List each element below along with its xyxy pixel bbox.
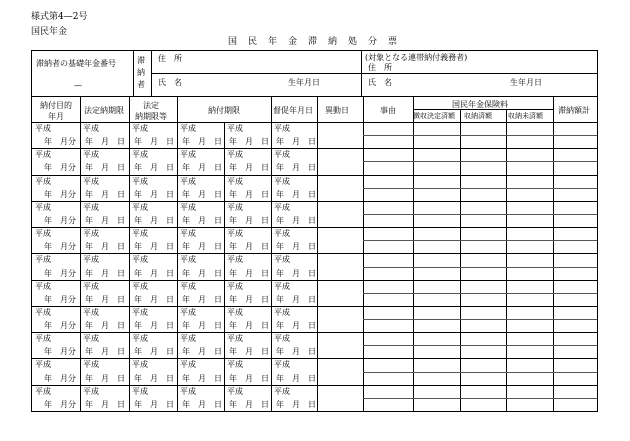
date-label: 年 月 日 [134, 373, 174, 383]
date-label: 年 月 日 [276, 189, 316, 199]
era-label: 平成 [180, 307, 196, 317]
row-divider [32, 306, 597, 307]
era-label: 平成 [35, 386, 51, 396]
address-label: 住 所 [158, 54, 182, 63]
era-label: 平成 [35, 176, 51, 186]
era-label: 平成 [274, 360, 290, 370]
row-divider [32, 201, 597, 202]
col-demand-date: 督促年月日 [273, 106, 313, 115]
era-label: 平成 [132, 150, 148, 160]
era-label: 平成 [180, 386, 196, 396]
date-label: 年 月 日 [182, 321, 222, 331]
basic-pension-no-value: — [74, 81, 82, 90]
row-half-divider [363, 319, 597, 320]
date-label: 年 月 日 [276, 294, 316, 304]
era-label: 平成 [274, 202, 290, 212]
col-deadline-etc-1: 法定 [143, 101, 159, 110]
era-label: 平成 [83, 360, 99, 370]
era-label: 平成 [83, 281, 99, 291]
era-label: 平成 [180, 176, 196, 186]
date-label: 年 月 日 [229, 242, 269, 252]
era-label: 平成 [180, 360, 196, 370]
row-divider [32, 175, 597, 176]
document-title: 国 民 年 金 滞 納 処 分 票 [228, 37, 399, 47]
era-label: 平成 [35, 229, 51, 239]
era-label: 平成 [274, 281, 290, 291]
era-label: 平成 [180, 124, 196, 133]
date-label: 年 月 日 [229, 399, 269, 409]
date-label: 年 月 日 [276, 215, 316, 225]
year-month-label: 年 月分 [44, 242, 76, 252]
date-label: 年 月 日 [229, 347, 269, 357]
era-label: 平成 [132, 255, 148, 265]
date-label: 年 月 日 [85, 321, 125, 331]
era-label: 平成 [132, 334, 148, 344]
year-month-label: 年 月分 [44, 163, 76, 173]
era-label: 平成 [83, 307, 99, 317]
era-label: 平成 [132, 307, 148, 317]
year-month-label: 年 月分 [44, 268, 76, 278]
era-label: 平成 [132, 124, 148, 133]
era-label: 平成 [274, 255, 290, 265]
date-label: 年 月 日 [85, 137, 125, 147]
form-number: 様式第4—2号 [31, 12, 88, 22]
era-label: 平成 [274, 307, 290, 317]
date-label: 年 月 日 [85, 294, 125, 304]
era-label: 平成 [83, 150, 99, 160]
date-label: 年 月 日 [85, 242, 125, 252]
date-label: 年 月 日 [182, 215, 222, 225]
date-label: 年 月 日 [134, 163, 174, 173]
year-month-label: 年 月分 [44, 215, 76, 225]
era-label: 平成 [227, 229, 243, 239]
date-label: 年 月 日 [182, 373, 222, 383]
era-label: 平成 [180, 255, 196, 265]
date-label: 年 月 日 [229, 268, 269, 278]
date-label: 年 月 日 [134, 321, 174, 331]
row-divider [32, 358, 597, 359]
era-label: 平成 [35, 255, 51, 265]
year-month-label: 年 月分 [44, 347, 76, 357]
date-label: 年 月 日 [134, 399, 174, 409]
date-label: 年 月 日 [134, 215, 174, 225]
era-label: 平成 [83, 386, 99, 396]
row-divider [32, 280, 597, 281]
delinquent-label-3: 者 [137, 80, 145, 89]
era-label: 平成 [274, 334, 290, 344]
name-label: 氏 名 [158, 78, 182, 87]
era-label: 平成 [227, 281, 243, 291]
col-deadline-etc-2: 納期限等 [135, 112, 167, 121]
date-label: 年 月 日 [182, 242, 222, 252]
era-label: 平成 [180, 150, 196, 160]
date-label: 年 月 日 [182, 163, 222, 173]
row-half-divider [363, 267, 597, 268]
row-half-divider [363, 188, 597, 189]
era-label: 平成 [35, 334, 51, 344]
birth-label: 生年月日 [288, 78, 320, 87]
date-label: 年 月 日 [182, 399, 222, 409]
col-premium-decided: 徴収決定済額 [413, 112, 455, 120]
date-label: 年 月 日 [134, 347, 174, 357]
date-label: 年 月 日 [134, 242, 174, 252]
era-label: 平成 [132, 229, 148, 239]
col-legal-deadline: 法定納期限 [84, 106, 124, 115]
era-label: 平成 [132, 176, 148, 186]
date-label: 年 月 日 [85, 268, 125, 278]
era-label: 平成 [274, 386, 290, 396]
era-label: 平成 [132, 281, 148, 291]
date-label: 年 月 日 [229, 137, 269, 147]
date-label: 年 月 日 [276, 321, 316, 331]
date-label: 年 月 日 [134, 268, 174, 278]
date-label: 年 月 日 [85, 373, 125, 383]
date-label: 年 月 日 [85, 347, 125, 357]
delinquent-label-2: 納 [137, 68, 145, 77]
form-table [31, 50, 598, 412]
col-reason: 事由 [380, 106, 396, 115]
era-label: 平成 [35, 202, 51, 212]
col-overdue-total: 滞納額計 [558, 106, 590, 115]
era-label: 平成 [180, 229, 196, 239]
date-label: 年 月 日 [229, 321, 269, 331]
era-label: 平成 [83, 255, 99, 265]
joint-birth-label: 生年月日 [510, 78, 542, 87]
era-label: 平成 [227, 255, 243, 265]
row-divider [32, 148, 597, 149]
date-label: 年 月 日 [134, 137, 174, 147]
date-label: 年 月 日 [276, 163, 316, 173]
date-label: 年 月 日 [229, 163, 269, 173]
year-month-label: 年 月分 [44, 189, 76, 199]
date-label: 年 月 日 [85, 163, 125, 173]
era-label: 平成 [35, 360, 51, 370]
era-label: 平成 [227, 360, 243, 370]
date-label: 年 月 日 [85, 189, 125, 199]
date-label: 年 月 日 [276, 399, 316, 409]
era-label: 平成 [227, 176, 243, 186]
year-month-label: 年 月分 [44, 399, 76, 409]
date-label: 年 月 日 [182, 294, 222, 304]
date-label: 年 月 日 [134, 189, 174, 199]
row-divider [32, 385, 597, 386]
era-label: 平成 [132, 202, 148, 212]
year-month-label: 年 月分 [44, 294, 76, 304]
era-label: 平成 [227, 307, 243, 317]
era-label: 平成 [35, 307, 51, 317]
date-label: 年 月 日 [134, 294, 174, 304]
era-label: 平成 [274, 150, 290, 160]
era-label: 平成 [83, 229, 99, 239]
date-label: 年 月 日 [85, 399, 125, 409]
row-divider [32, 332, 597, 333]
date-label: 年 月 日 [182, 189, 222, 199]
row-divider [32, 227, 597, 228]
row-divider [32, 253, 597, 254]
delinquent-label-1: 滞 [137, 56, 145, 65]
date-label: 年 月 日 [276, 347, 316, 357]
col-due-month-1: 納付目的 [40, 101, 72, 110]
joint-name-label: 氏 名 [368, 78, 392, 87]
era-label: 平成 [227, 150, 243, 160]
row-half-divider [363, 214, 597, 215]
era-label: 平成 [180, 202, 196, 212]
era-label: 平成 [35, 281, 51, 291]
era-label: 平成 [83, 176, 99, 186]
col-premium-received: 収納済額 [464, 112, 492, 120]
era-label: 平成 [227, 334, 243, 344]
row-half-divider [363, 240, 597, 241]
era-label: 平成 [274, 176, 290, 186]
date-label: 年 月 日 [182, 268, 222, 278]
era-label: 平成 [227, 202, 243, 212]
col-due-month-2: 年月 [48, 112, 64, 121]
era-label: 平成 [180, 281, 196, 291]
year-month-label: 年 月分 [44, 137, 76, 147]
era-label: 平成 [83, 334, 99, 344]
joint-address-label: 住 所 [368, 63, 392, 72]
year-month-label: 年 月分 [44, 321, 76, 331]
col-premium-group: 国民年金保険料 [452, 100, 508, 109]
era-label: 平成 [132, 386, 148, 396]
col-premium-unreceived: 収納未済額 [508, 112, 543, 120]
era-label: 平成 [83, 124, 99, 133]
era-label: 平成 [35, 124, 51, 133]
era-label: 平成 [227, 124, 243, 133]
date-label: 年 月 日 [276, 242, 316, 252]
form-subtitle: 国民年金 [31, 27, 68, 37]
row-half-divider [363, 398, 597, 399]
date-label: 年 月 日 [229, 373, 269, 383]
date-label: 年 月 日 [229, 215, 269, 225]
era-label: 平成 [83, 202, 99, 212]
era-label: 平成 [35, 150, 51, 160]
era-label: 平成 [132, 360, 148, 370]
date-label: 年 月 日 [229, 294, 269, 304]
row-half-divider [363, 293, 597, 294]
date-label: 年 月 日 [276, 373, 316, 383]
date-label: 年 月 日 [276, 137, 316, 147]
joint-label: (対象となる連帯納付義務者) [365, 53, 468, 62]
era-label: 平成 [180, 334, 196, 344]
era-label: 平成 [274, 229, 290, 239]
date-label: 年 月 日 [229, 189, 269, 199]
date-label: 年 月 日 [85, 215, 125, 225]
row-half-divider [363, 135, 597, 136]
era-label: 平成 [227, 386, 243, 396]
era-label: 平成 [274, 124, 290, 133]
year-month-label: 年 月分 [44, 373, 76, 383]
basic-pension-no-label: 滞納者の基礎年金番号 [36, 59, 116, 68]
date-label: 年 月 日 [182, 347, 222, 357]
row-half-divider [363, 372, 597, 373]
row-half-divider [363, 345, 597, 346]
row-half-divider [363, 161, 597, 162]
col-payment-deadline: 納付期限 [208, 106, 240, 115]
date-label: 年 月 日 [276, 268, 316, 278]
col-change-date: 異動日 [325, 106, 349, 115]
date-label: 年 月 日 [182, 137, 222, 147]
